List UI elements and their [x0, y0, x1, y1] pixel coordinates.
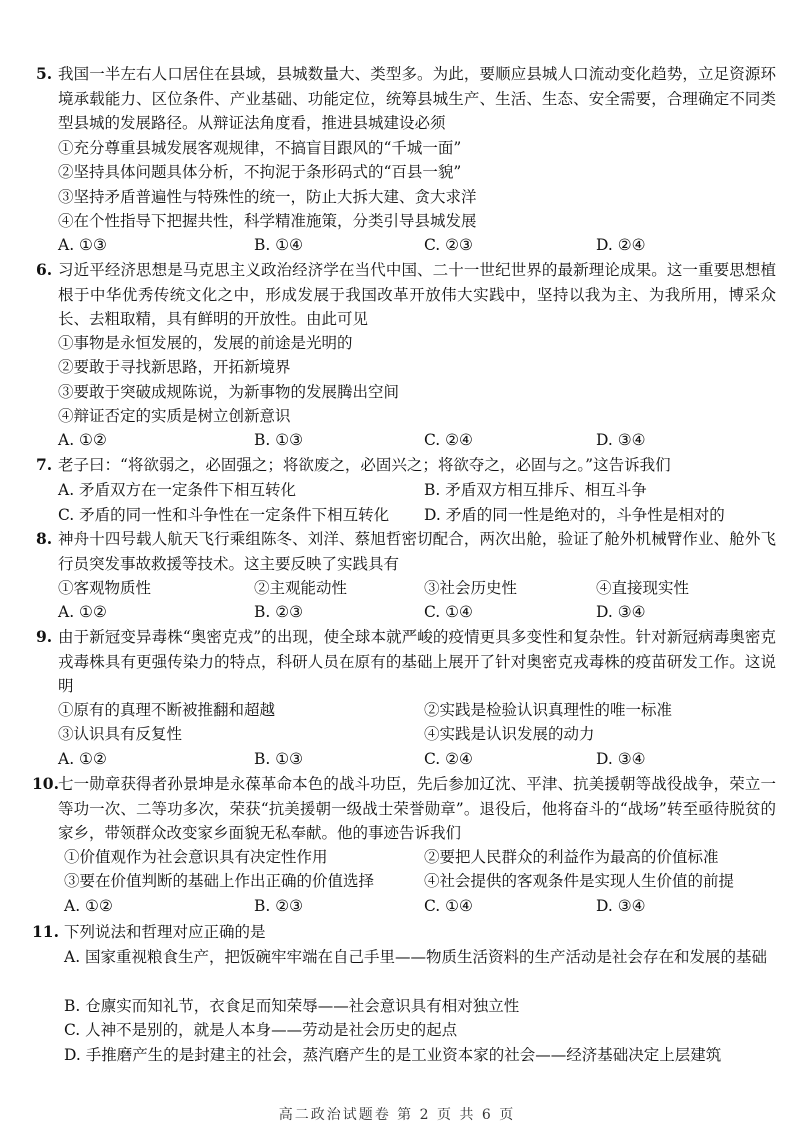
option-b[interactable]: B. ②③	[254, 897, 304, 915]
question-number: 9.	[36, 627, 53, 646]
question-number: 8.	[36, 529, 53, 548]
question-stem: 老子曰：“将欲弱之，必固强之；将欲废之，必固兴之；将欲夺之，必固与之。”这告诉我们	[58, 456, 671, 474]
question-number: 5.	[36, 64, 53, 83]
statement-item: ④直接现实性	[596, 579, 690, 597]
statement-item: ②坚持具体问题具体分析，不拘泥于条形码式的“百县一貌”	[58, 163, 462, 181]
statement-item: ④实践是认识发展的动力	[424, 725, 595, 743]
option-c[interactable]: C. ②④	[424, 431, 473, 449]
question-stem: 七一勋章获得者孙景坤是永葆革命本色的战斗功臣，先后参加辽沈、平津、抗美援朝等战役战争，荣立一等功一次、二等功多次，荣获“抗美援朝一级战士荣誉勋章”。退役后，他将奋斗的“战场”转至亟待脱贫的家乡，带领群众改变家乡面貌无私奉献。他的事迹告诉我们	[58, 775, 776, 842]
statement-item: ③要在价值判断的基础上作出正确的价值选择	[64, 872, 375, 890]
page-footer: 高二政治试题卷 第 2 页 共 6 页	[278, 1107, 516, 1123]
statement-item: ③社会历史性	[424, 579, 518, 597]
option-b[interactable]: B. ②③	[254, 603, 304, 621]
option-c[interactable]: C. ②④	[424, 750, 473, 768]
statement-item: ③要敢于突破成规陈说，为新事物的发展腾出空间	[58, 383, 400, 401]
option-d[interactable]: D. ③④	[596, 750, 646, 768]
question-stem: 下列说法和哲理对应正确的是	[64, 923, 266, 941]
question-number: 7.	[36, 455, 53, 474]
option-c[interactable]: C. ①④	[424, 897, 473, 915]
option-a[interactable]: A. ①③	[58, 236, 107, 254]
option-a[interactable]: A. ①②	[58, 750, 107, 768]
option-d[interactable]: D. 矛盾的同一性是绝对的，斗争性是相对的	[424, 506, 725, 524]
option-b[interactable]: B. ①④	[254, 236, 304, 254]
question-number: 6.	[36, 260, 53, 279]
option-d[interactable]: D. ③④	[596, 897, 646, 915]
question-stem: 由于新冠变异毒株“奥密克戎”的出现，使全球本就严峻的疫情更具多变性和复杂性。针对新冠病毒奥密克戎毒株具有更强传染力的特点，科研人员在原有的基础上展开了针对奥密克戎毒株的疫苗研发工作。这说明	[58, 628, 776, 695]
option-c[interactable]: C. 矛盾的同一性和斗争性在一定条件下相互转化	[58, 506, 390, 524]
statement-item: ③坚持矛盾普遍性与特殊性的统一，防止大拆大建、贪大求洋	[58, 188, 477, 206]
option-a[interactable]: A. ①②	[64, 897, 113, 915]
option-b[interactable]: B. 矛盾双方相互排斥、相互斗争	[424, 481, 647, 499]
statement-item: ①客观物质性	[58, 579, 152, 597]
option-b[interactable]: B. ①③	[254, 431, 304, 449]
option-c[interactable]: C. 人神不是别的，就是人本身——劳动是社会历史的起点	[64, 1021, 458, 1039]
statement-item: ①原有的真理不断被推翻和超越	[58, 701, 276, 719]
statement-item: ③认识具有反复性	[58, 725, 183, 743]
statement-item: ④社会提供的客观条件是实现人生价值的前提	[424, 872, 735, 890]
option-d[interactable]: D. ③④	[596, 431, 646, 449]
statement-item: ④在个性指导下把握共性，科学精准施策，分类引导县城发展	[58, 212, 477, 230]
question-stem: 神舟十四号载人航天飞行乘组陈冬、刘洋、蔡旭哲密切配合，两次出舱，验证了舱外机械臂作业、舱外飞行员突发事故救援等技术。这主要反映了实践具有	[58, 530, 776, 573]
option-b[interactable]: B. 仓廪实而知礼节，衣食足而知荣辱——社会意识具有相对独立性	[64, 997, 520, 1015]
option-a[interactable]: A. 矛盾双方在一定条件下相互转化	[58, 481, 297, 499]
statement-item: ②实践是检验认识真理性的唯一标准	[424, 701, 673, 719]
option-a[interactable]: A. ①②	[58, 603, 107, 621]
question-stem: 习近平经济思想是马克思主义政治经济学在当代中国、二十一世纪世界的最新理论成果。这一重要思想植根于中华优秀传统文化之中，形成发展于我国改革开放伟大实践中，坚持以我为主、为我所用，博采众长、去粗取精，具有鲜明的开放性。由此可见	[58, 261, 776, 328]
question-stem: 我国一半左右人口居住在县域，县城数量大、类型多。为此，要顺应县城人口流动变化趋势，立足资源环境承载能力、区位条件、产业基础、功能定位，统筹县城生产、生活、生态、安全需要，合理确定不同类型县城的发展路径。从辩证法角度看，推进县城建设必须	[58, 65, 776, 132]
statement-item: ①事物是永恒发展的，发展的前途是光明的	[58, 334, 353, 352]
statement-item: ②主观能动性	[254, 579, 348, 597]
option-a[interactable]: A. ①②	[58, 431, 107, 449]
option-d[interactable]: D. ③④	[596, 603, 646, 621]
statement-item: ①价值观作为社会意识具有决定性作用	[64, 848, 328, 866]
statement-item: ②要敢于寻找新思路，开拓新境界	[58, 358, 291, 376]
option-c[interactable]: C. ①④	[424, 603, 473, 621]
option-d[interactable]: D. ②④	[596, 236, 646, 254]
statement-item: ④辩证否定的实质是树立创新意识	[58, 407, 291, 425]
question-number: 10.	[32, 774, 59, 793]
option-d[interactable]: D. 手推磨产生的是封建主的社会，蒸汽磨产生的是工业资本家的社会——经济基础决定上层建筑	[64, 1046, 722, 1064]
option-c[interactable]: C. ②③	[424, 236, 473, 254]
question-number: 11.	[32, 922, 59, 941]
statement-item: ②要把人民群众的利益作为最高的价值标准	[424, 848, 719, 866]
statement-item: ①充分尊重县城发展客观规律，不搞盲目跟风的“千城一面”	[58, 139, 462, 157]
option-b[interactable]: B. ①③	[254, 750, 304, 768]
option-a[interactable]: A. 国家重视粮食生产，把饭碗牢牢端在自己手里——物质生活资料的生产活动是社会存在和发展的基础	[64, 948, 768, 966]
